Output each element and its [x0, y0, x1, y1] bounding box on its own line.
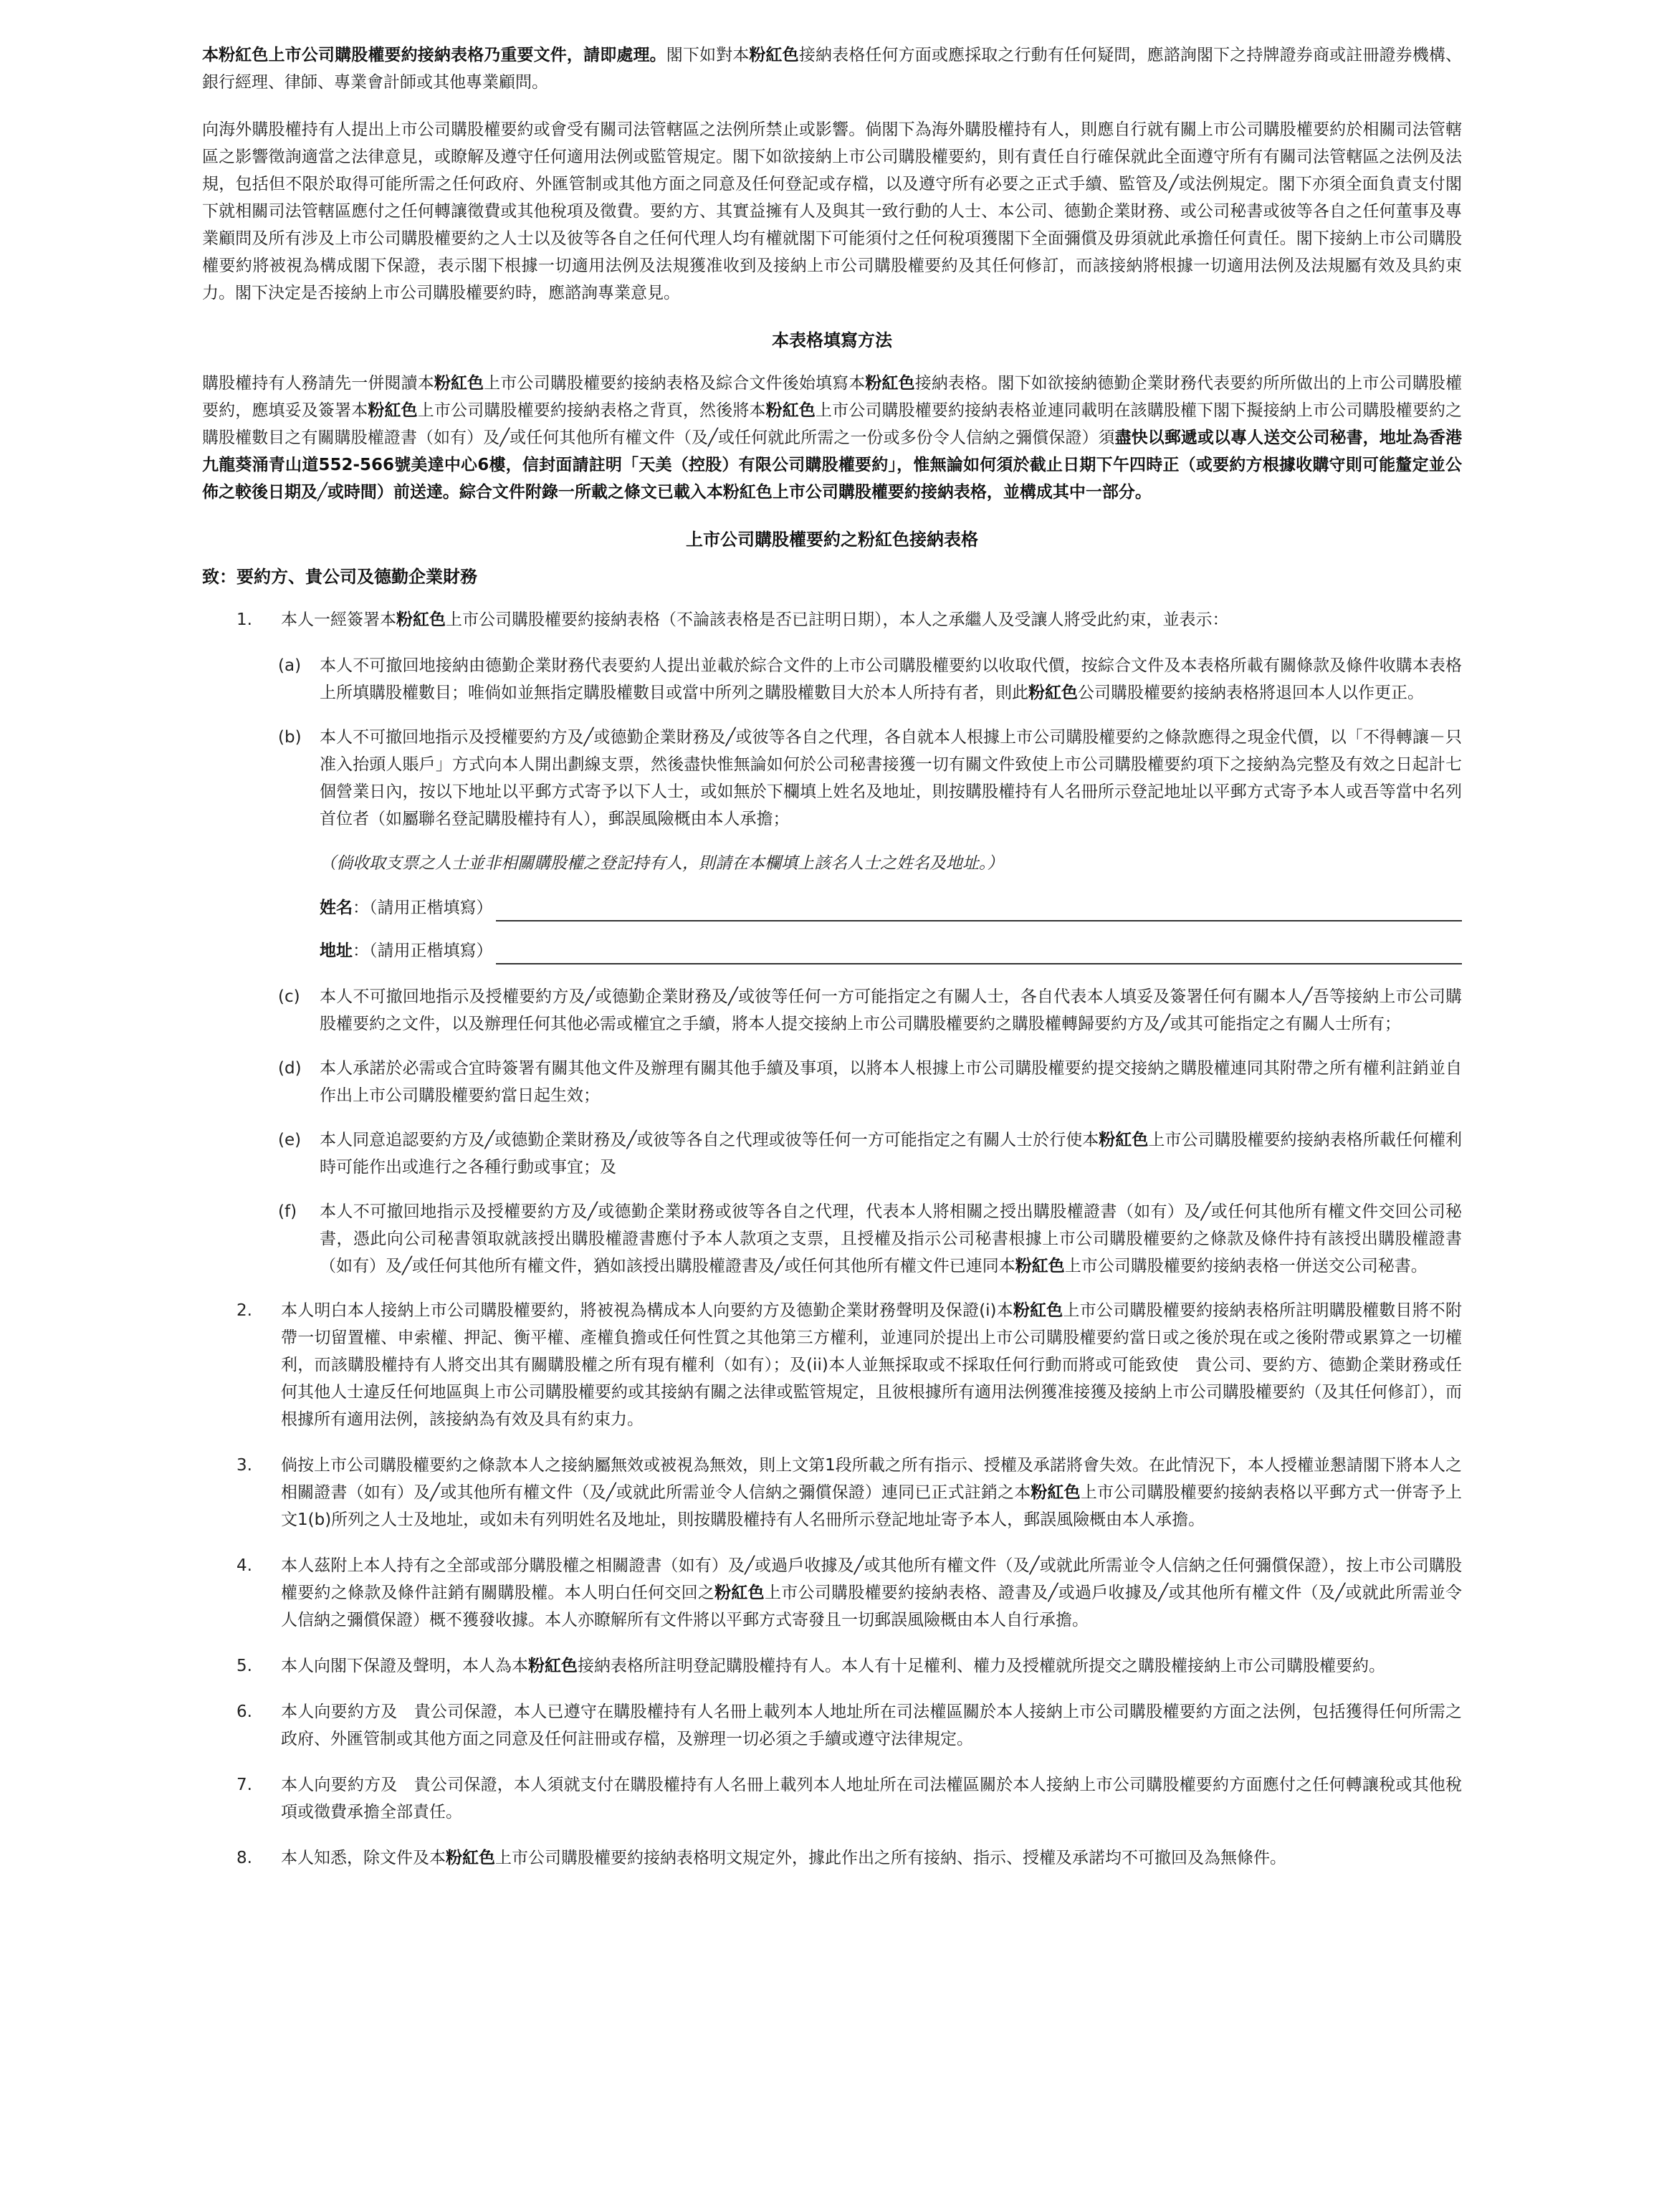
sub-item-a: (a) 本人不可撤回地接納由德勤企業財務代表要約人提出並載於綜合文件的上市公司購股權要約以收取代價，按綜合文件及本表格所載有關條款及條件收購本表格上所填購股權數目；唯倘如並無指定購股權數目或當中所列之購股權數目大於本人所持有者，則此粉紅色公司購股權要約接納表格將退回本人以作更正。 [202, 652, 1462, 707]
sub-item-e: (e) 本人同意追認要約方及╱或德勤企業財務及╱或彼等各自之代理或彼等任何一方可能指定之有關人士於行使本粉紅色上市公司購股權要約接納表格所載任何權利時可能作出或進行之各種行動或事宜；及 [202, 1126, 1462, 1181]
how-to-complete-text: 購股權持有人務請先一併閱讀本粉紅色上市公司購股權要約接納表格及綜合文件後始填寫本粉紅色接納表格。閣下如欲接納德勤企業財務代表要約所所做出的上市公司購股權要約，應填妥及簽署本粉紅色上市公司購股權要約接納表格之背頁，然後將本粉紅色上市公司購股權要約接納表格並連同載明在該購股權下閣下擬接納上市公司購股權要約之購股權數目之有關購股權證書（如有）及╱或任何其他所有權文件（及╱或任何就此所需之一份或多份令人信納之彌償保證）須盡快以郵遞或以專人送交公司秘書，地址為香港九龍葵涌青山道552-566號美達中心6樓，信封面請註明「天美（控股）有限公司購股權要約」，惟無論如何須於截止日期下午四時正（或要約方根據收購守則可能釐定並公佈之較後日期及╱或時間）前送達。綜合文件附錄一所載之條文已載入本粉紅色上市公司購股權要約接納表格，並構成其中一部分。 [202, 374, 1463, 502]
item-7: 7. 本人向要約方及 貴公司保證，本人須就支付在購股權持有人名冊上載列本人地址所在司法權區關於本人接納上市公司購股權要約方面應付之任何轉讓稅或其他稅項或徵費承擔全部責任。 [202, 1771, 1462, 1826]
item-number: 3. [236, 1456, 252, 1475]
name-field-label: 姓名 [320, 899, 353, 917]
address-input-line[interactable] [496, 942, 1463, 964]
item-number: 8. [236, 1849, 252, 1867]
item-5: 5. 本人向閣下保證及聲明，本人為本粉紅色接納表格所註明登記購股權持有人。本人有十足權利、權力及授權就所提交之購股權接納上市公司購股權要約。 [202, 1652, 1462, 1680]
sub-item-label: (a) [278, 656, 302, 675]
item-6: 6. 本人向要約方及 貴公司保證，本人已遵守在購股權持有人名冊上載列本人地址所在司法權區關於本人接納上市公司購股權要約方面之法例，包括獲得任何所需之政府、外匯管制或其他方面之同意及任何註冊或存檔，及辦理一切必須之手續或遵守法律規定。 [202, 1698, 1462, 1753]
sub-item-f: (f) 本人不可撤回地指示及授權要約方及╱或德勤企業財務或彼等各自之代理，代表本人將相關之授出購股權證書（如有）及╱或任何其他所有權文件交回公司秘書，憑此向公司秘書領取就該授出購股權證書應付予本人款項之支票，且授權及指示公司秘書根據上市公司購股權要約之條款及條件持有該授出購股權證書（如有）及╱或任何其他所有權文件，猶如該授出購股權證書及╱或任何其他所有權文件已連同本粉紅色上市公司購股權要約接納表格一併送交公司秘書。 [202, 1198, 1462, 1280]
item-number: 1. [236, 611, 252, 629]
sub-item-label: (d) [278, 1059, 302, 1078]
payee-note: （倘收取支票之人士並非相關購股權之登記持有人，則請在本欄填上該名人士之姓名及地址。） [320, 854, 1004, 873]
addressee-line: 致：要約方、貴公司及德勤企業財務 [202, 567, 477, 587]
item-3: 3. 倘按上市公司購股權要約之條款本人之接納屬無效或被視為無效，則上文第1段所載之所有指示、授權及承諾將會失效。在此情況下，本人授權並懇請閣下將本人之相關證書（如有）及╱或其他所有權文件（及╱或就此所需並令人信納之彌償保證）連同已正式註銷之本粉紅色上市公司購股權要約接納表格以平郵方式一併寄予上文1(b)所列之人士及地址，或如未有列明姓名及地址，則按購股權持有人名冊所示登記地址寄予本人，郵誤風險概由本人承擔。 [202, 1452, 1462, 1533]
item-4: 4. 本人茲附上本人持有之全部或部分購股權之相關證書（如有）及╱或過戶收據及╱或其他所有權文件（及╱或就此所需並令人信納之任何彌償保證），按上市公司購股權要約之條款及條件註銷有關購股權。本人明白任何交回之粉紅色上市公司購股權要約接納表格、證書及╱或過戶收據及╱或其他所有權文件（及╱或就此所需並令人信納之彌償保證）概不獲發收據。本人亦瞭解所有文件將以平郵方式寄發且一切郵誤風險概由本人自行承擔。 [202, 1552, 1462, 1634]
sub-item-c: (c) 本人不可撤回地指示及授權要約方及╱或德勤企業財務及╱或彼等任何一方可能指定之有關人士，各自代表本人填妥及簽署任何有關本人╱吾等接納上市公司購股權要約之文件，以及辦理任何其他必需或權宜之手續，將本人提交接納上市公司購股權要約之購股權轉歸要約方及╱或其可能指定之有關人士所有； [202, 983, 1462, 1038]
form-title: 上市公司購股權要約之粉紅色接納表格 [686, 530, 978, 550]
item-number: 4. [236, 1556, 252, 1575]
sub-item-d: (d) 本人承諾於必需或合宜時簽署有關其他文件及辦理有關其他手續及事項，以將本人根據上市公司購股權要約提交接納之購股權連同其附帶之所有權利註銷並自作出上市公司購股權要約當日起生效； [202, 1055, 1462, 1109]
item-8: 8. 本人知悉，除文件及本粉紅色上市公司購股權要約接納表格明文規定外，據此作出之所有接納、指示、授權及承諾均不可撤回及為無條件。 [202, 1844, 1462, 1872]
item-number: 2. [236, 1301, 252, 1320]
name-field-row: 姓名：（請用正楷填寫） [202, 894, 1462, 921]
sub-item-label: (e) [278, 1131, 302, 1149]
sub-item-label: (c) [278, 987, 300, 1006]
item-number: 6. [236, 1703, 252, 1721]
sub-item-label: (b) [278, 728, 302, 747]
item-number: 5. [236, 1657, 252, 1675]
item-2: 2. 本人明白本人接納上市公司購股權要約，將被視為構成本人向要約方及德勤企業財務聲明及保證(i)本粉紅色上市公司購股權要約接納表格所註明購股權數目將不附帶一切留置權、申索權、押記、衡平權、產權負擔或任何性質之其他第三方權利，並連同於提出上市公司購股權要約當日或之後於現在或之後附帶或累算之一切權利，而該購股權持有人將交出其有關購股權之所有現有權利（如有）；及(ii)本人並無採取或不採取任何行動而將或可能致使 貴公司、要約方、德勤企業財務或任何其他人士違反任何地區與上市公司購股權要約或其接納有關之法律或監管規定，且彼根據所有適用法例獲准接獲及接納上市公司購股權要約（及其任何修訂），而根據所有適用法例，該接納為有效及具有約束力。 [202, 1297, 1462, 1433]
overseas-notice: 向海外購股權持有人提出上市公司購股權要約或會受有關司法管轄區之法例所禁止或影響。倘閣下為海外購股權持有人，則應自行就有關上市公司購股權要約於相關司法管轄區之影響徵詢適當之法律意見，或瞭解及遵守任何適用法例或監管規定。閣下如欲接納上市公司購股權要約，則有責任自行確保就此全面遵守所有有關司法管轄區之法例及法規，包括但不限於取得可能所需之任何政府、外匯管制或其他方面之同意及任何登記或存檔，以及遵守所有必要之正式手續、監管及╱或法例規定。閣下亦須全面負責支付閣下就相關司法管轄區應付之任何轉讓徵費或其他稅項及徵費。要約方、其實益擁有人及與其一致行動的人士、本公司、德勤企業財務、或公司秘書或彼等各自之任何董事及專業顧問及所有涉及上市公司購股權要約之人士以及彼等各自之任何代理人均有權就閣下可能須付之任何稅項獲閣下全面彌償及毋須就此承擔任何責任。閣下接納上市公司購股權要約將被視為構成閣下保證，表示閣下根據一切適用法例及法規獲准收到及接納上市公司購股權要約及其任何修訂，而該接納將根據一切適用法例及法規屬有效及具約束力。閣下決定是否接納上市公司購股權要約時，應諮詢專業意見。 [202, 120, 1462, 302]
form-page [202, 42, 1462, 1890]
intro-notice: 本粉紅色上市公司購股權要約接納表格乃重要文件，請即處理。閣下如對本粉紅色接納表格任何方面或應採取之行動有任何疑問，應諮詢閣下之持牌證券商或註冊證券機構、銀行經理、律師、專業會計師或其他專業顧問。 [202, 46, 1463, 92]
address-field-label: 地址 [320, 942, 353, 960]
sub-item-b: (b) 本人不可撤回地指示及授權要約方及╱或德勤企業財務及╱或彼等各自之代理，各自就本人根據上市公司購股權要約之條款應得之現金代價，以「不得轉讓－只准入抬頭人賬戶」方式向本人開出劃線支票，然後盡快惟無論如何於公司秘書接獲一切有關文件致使上市公司購股權要約項下之接納為完整及有效之日起計七個營業日內，按以下地址以平郵方式寄予以下人士，或如無於下欄填上姓名及地址，則按購股權持有人名冊所示登記地址以平郵方式寄予本人或吾等當中名列首位者（如屬聯名登記購股權持有人），郵誤風險概由本人承擔； [202, 724, 1462, 833]
name-input-line[interactable] [496, 899, 1463, 921]
sub-item-label: (f) [278, 1202, 297, 1221]
item-1: 1. 本人一經簽署本粉紅色上市公司購股權要約接納表格（不論該表格是否已註明日期），本人之承繼人及受讓人將受此約束，並表示： [202, 606, 1462, 633]
address-field-row: 地址：（請用正楷填寫） [202, 937, 1462, 964]
item-number: 7. [236, 1776, 252, 1794]
intro-bold: 本粉紅色上市公司購股權要約接納表格乃重要文件，請即處理。 [202, 46, 666, 64]
how-to-complete-heading: 本表格填寫方法 [772, 330, 892, 350]
